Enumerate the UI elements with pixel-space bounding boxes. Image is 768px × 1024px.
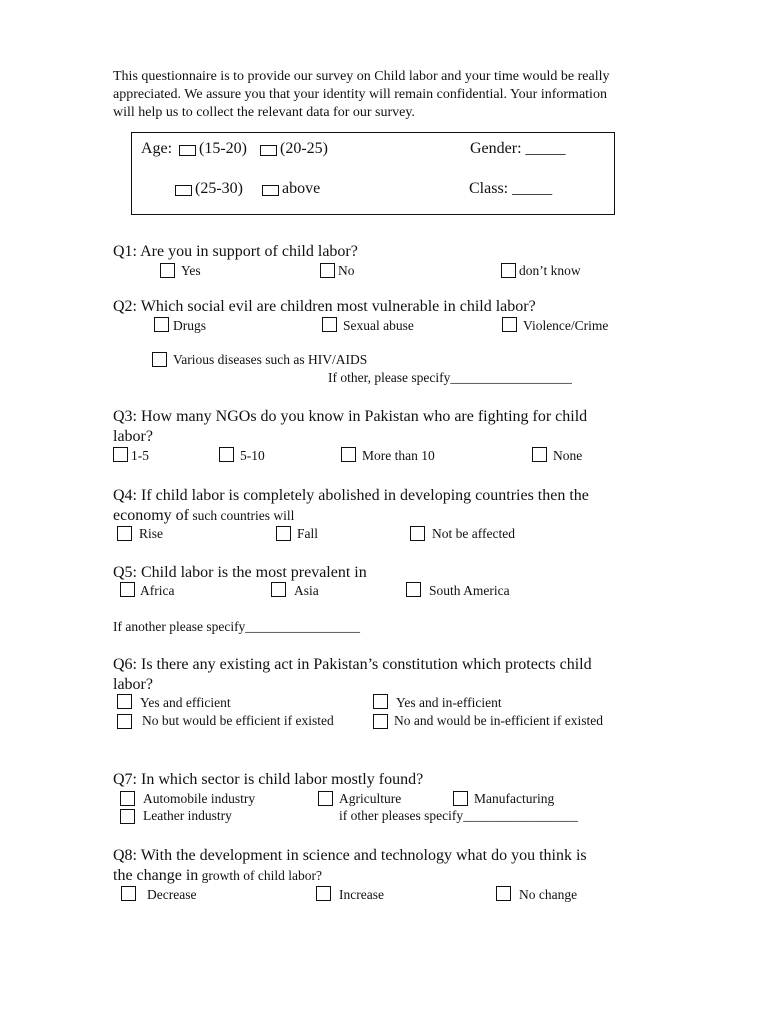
q4-rise-checkbox[interactable] bbox=[117, 526, 132, 541]
intro-line-3: will help us to collect the relevant data for our survey. bbox=[113, 105, 415, 120]
age-20-25-label: (20-25) bbox=[280, 140, 328, 157]
q8-increase-checkbox[interactable] bbox=[316, 886, 331, 901]
intro-line-2: appreciated. We assure you that your identity will remain confidential. Your information bbox=[113, 87, 607, 102]
q7-automobile-label: Automobile industry bbox=[143, 791, 256, 806]
q3-1-5-label: 1-5 bbox=[131, 448, 149, 463]
q2-diseases-label: Various diseases such as HIV/AIDS bbox=[173, 352, 368, 367]
q4-line-2-bold: economy of bbox=[113, 507, 189, 524]
q4-line-2-rest: such countries will bbox=[188, 508, 295, 523]
q8-decrease-checkbox[interactable] bbox=[121, 886, 136, 901]
q2-violence-checkbox[interactable] bbox=[502, 317, 517, 332]
q7-leather-label: Leather industry bbox=[143, 808, 232, 823]
q8-no-change-label: No change bbox=[519, 887, 578, 902]
gender-field[interactable]: Gender: _____ bbox=[470, 140, 566, 157]
q4-rise-label: Rise bbox=[139, 526, 164, 541]
q2-diseases-checkbox[interactable] bbox=[152, 352, 167, 367]
q3-5-10-label: 5-10 bbox=[240, 448, 265, 463]
q4-fall-label: Fall bbox=[297, 526, 319, 541]
q6-no-inefficient-checkbox[interactable] bbox=[373, 714, 388, 729]
q3-question-line-1: Q3: How many NGOs do you know in Pakistan who are fighting for child bbox=[113, 408, 588, 425]
q1-dont-know-label: don’t know bbox=[519, 263, 581, 278]
q1-no-label: No bbox=[338, 263, 355, 278]
q4-not-affected-checkbox[interactable] bbox=[410, 526, 425, 541]
intro-line-1: This questionnaire is to provide our survey on Child labor and your time would be really bbox=[113, 69, 610, 84]
age-25-30-label: (25-30) bbox=[195, 180, 243, 197]
q5-asia-label: Asia bbox=[294, 583, 319, 598]
q5-africa-checkbox[interactable] bbox=[120, 582, 135, 597]
age-15-20-checkbox[interactable] bbox=[179, 145, 196, 156]
q7-question: Q7: In which sector is child labor mostly found? bbox=[113, 771, 424, 788]
age-label: Age: bbox=[141, 140, 173, 157]
q4-fall-checkbox[interactable] bbox=[276, 526, 291, 541]
q5-africa-label: Africa bbox=[140, 583, 175, 598]
age-25-30-checkbox[interactable] bbox=[175, 185, 192, 196]
q2-sexual-abuse-label: Sexual abuse bbox=[343, 318, 414, 333]
q5-specify-field[interactable]: If another please specify_________________ bbox=[113, 619, 361, 634]
q3-5-10-checkbox[interactable] bbox=[219, 447, 234, 462]
q4-question-line-1: Q4: If child labor is completely abolished in developing countries then the bbox=[113, 487, 589, 504]
age-15-20-label: (15-20) bbox=[199, 140, 247, 157]
q1-no-checkbox[interactable] bbox=[320, 263, 335, 278]
q6-yes-efficient-checkbox[interactable] bbox=[117, 694, 132, 709]
q7-leather-checkbox[interactable] bbox=[120, 809, 135, 824]
q2-violence-label: Violence/Crime bbox=[523, 318, 609, 333]
q2-specify-field[interactable]: If other, please specify__________________ bbox=[328, 370, 572, 385]
q3-more-than-10-checkbox[interactable] bbox=[341, 447, 356, 462]
q6-no-inefficient-label: No and would be in-efficient if existed bbox=[394, 713, 603, 728]
q8-line-2-bold: the change in bbox=[113, 867, 199, 884]
q6-yes-inefficient-checkbox[interactable] bbox=[373, 694, 388, 709]
q6-yes-inefficient-label: Yes and in-efficient bbox=[396, 695, 502, 710]
q8-question-line-1: Q8: With the development in science and technology what do you think is bbox=[113, 847, 587, 864]
q4-question-line-2 bbox=[113, 506, 294, 526]
q5-question: Q5: Child labor is the most prevalent in bbox=[113, 564, 367, 581]
q6-question-line-1: Q6: Is there any existing act in Pakistan’s constitution which protects child bbox=[113, 656, 592, 673]
q1-yes-label: Yes bbox=[181, 263, 201, 278]
q7-manufacturing-label: Manufacturing bbox=[474, 791, 555, 806]
q7-agriculture-checkbox[interactable] bbox=[318, 791, 333, 806]
q2-sexual-abuse-checkbox[interactable] bbox=[322, 317, 337, 332]
q6-no-efficient-checkbox[interactable] bbox=[117, 714, 132, 729]
q5-south-america-label: South America bbox=[429, 583, 510, 598]
q8-question-line-2 bbox=[113, 866, 322, 886]
q5-asia-checkbox[interactable] bbox=[271, 582, 286, 597]
q4-not-affected-label: Not be affected bbox=[432, 526, 515, 541]
q1-question: Q1: Are you in support of child labor? bbox=[113, 243, 358, 260]
q7-manufacturing-checkbox[interactable] bbox=[453, 791, 468, 806]
q2-drugs-checkbox[interactable] bbox=[154, 317, 169, 332]
q6-no-efficient-label: No but would be efficient if existed bbox=[142, 713, 334, 728]
age-above-label: above bbox=[282, 180, 321, 197]
q8-increase-label: Increase bbox=[339, 887, 384, 902]
q3-more-than-10-label: More than 10 bbox=[362, 448, 435, 463]
class-field[interactable]: Class: _____ bbox=[469, 180, 553, 197]
q8-decrease-label: Decrease bbox=[147, 887, 197, 902]
q1-dont-know-checkbox[interactable] bbox=[501, 263, 516, 278]
age-above-checkbox[interactable] bbox=[262, 185, 279, 196]
q3-question-line-2: labor? bbox=[113, 428, 153, 445]
q3-1-5-checkbox[interactable] bbox=[113, 447, 128, 462]
q3-none-label: None bbox=[553, 448, 583, 463]
q8-no-change-checkbox[interactable] bbox=[496, 886, 511, 901]
q7-agriculture-label: Agriculture bbox=[339, 791, 402, 806]
q2-question: Q2: Which social evil are children most vulnerable in child labor? bbox=[113, 298, 536, 315]
q7-automobile-checkbox[interactable] bbox=[120, 791, 135, 806]
q8-line-2-rest: growth of child labor? bbox=[198, 868, 323, 883]
q1-yes-checkbox[interactable] bbox=[160, 263, 175, 278]
age-20-25-checkbox[interactable] bbox=[260, 145, 277, 156]
q6-question-line-2: labor? bbox=[113, 676, 153, 693]
q2-drugs-label: Drugs bbox=[173, 318, 206, 333]
q6-yes-efficient-label: Yes and efficient bbox=[140, 695, 231, 710]
q5-south-america-checkbox[interactable] bbox=[406, 582, 421, 597]
q7-specify-field[interactable]: if other pleases specify_________________ bbox=[339, 808, 578, 823]
q3-none-checkbox[interactable] bbox=[532, 447, 547, 462]
